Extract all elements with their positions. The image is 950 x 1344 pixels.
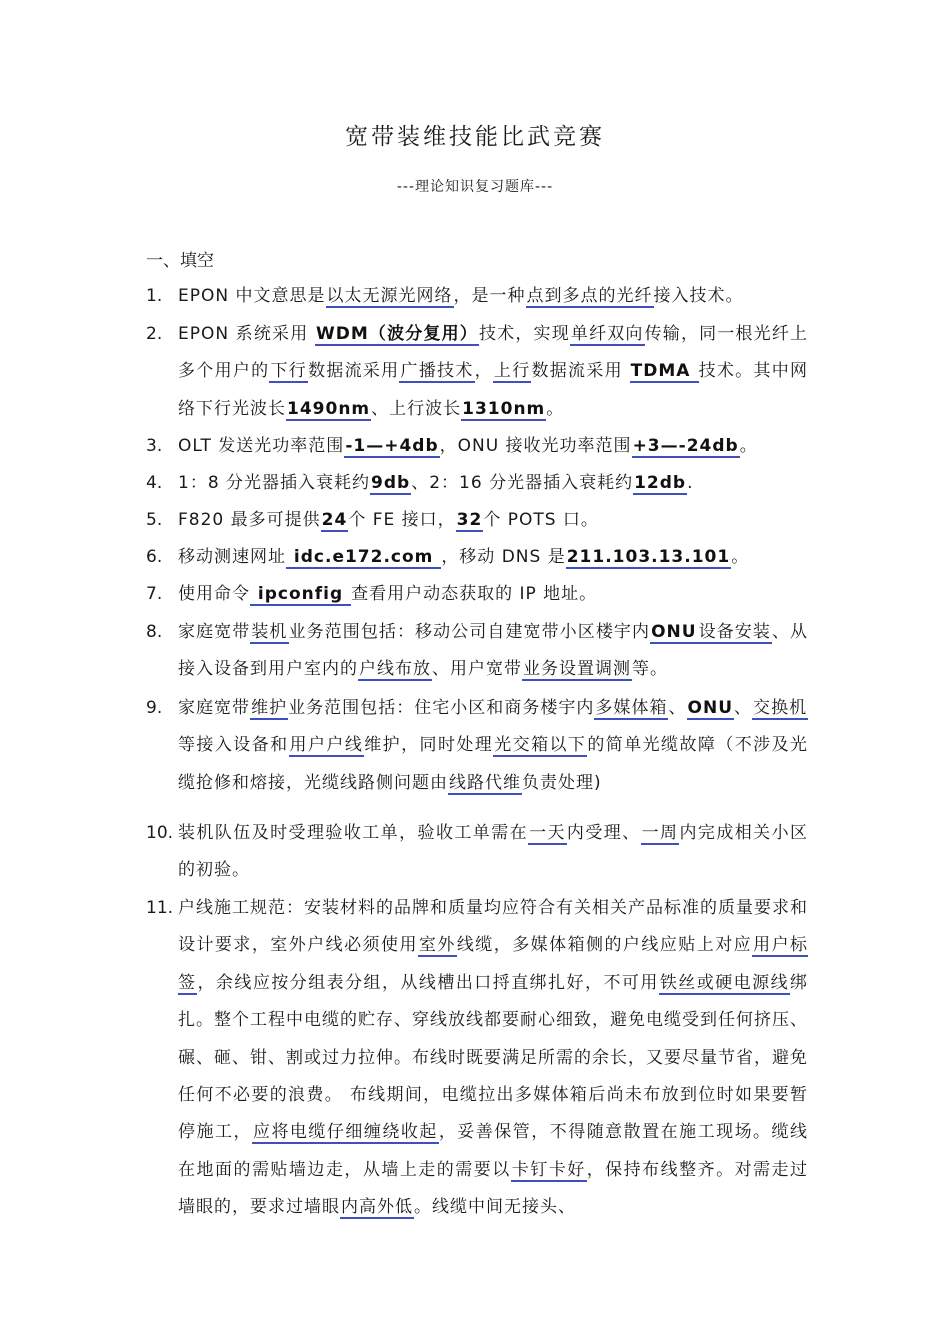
question-text-segment: 、 [668,698,687,718]
question-text-segment: 使用命令 [178,584,250,604]
answer-blank: 应将电缆仔细缠绕收起 [252,1122,438,1143]
question-text-segment: 。 [739,436,758,456]
answer-blank: 一天 [529,823,566,843]
answer-blank: 上行 [493,361,531,382]
question-text-segment: 数据流采用 [531,361,630,382]
answer-blank: 设备安装 [698,622,771,642]
answer-blank: 室外 [418,935,456,956]
question-text-segment: 户线施工规范：安装材料的品牌和质量均应符合有关相关产品标准的质量要求和设计要求，室外户线必须使用 [178,898,808,956]
question-number: 3. [146,436,163,456]
question-item [146,614,808,689]
question-number: 8. [146,622,163,642]
question-text-segment: 、上行波长 [371,398,462,419]
question-item [146,316,808,428]
question-item [146,576,808,613]
answer-blank: 1490nm [287,398,371,419]
question-text-segment: 等接入设备和 [178,735,289,756]
question-item [146,815,808,890]
question-text-segment: . [687,473,694,493]
question-text-segment: 技术，实现 [479,324,570,344]
answer-blank: -1—+4db [345,436,439,456]
question-text-segment: 。 [731,547,750,567]
question-text-segment: 绑扎。整个工程中电缆的贮存、穿线放线都要耐心细致，避免电缆受到任何挤压、碾、砸、钳、割或过力拉伸。布线时既要满足所需的余长，又要尽量节省，避免任何不必要的浪费。 布线期间，电缆拉出多媒体箱后尚未布放到位时如果要暂停施工， [178,972,809,1143]
answer-blank: 维护 [251,698,288,718]
question-text-segment: 业务范围包括：住宅小区和商务楼宇内 [288,698,595,718]
question-number: 5. [146,510,163,530]
answer-blank: 铁丝或硬电源线 [659,972,790,993]
answer-blank: 以太无源光网络 [326,286,453,306]
answer-blank: ipconfig [251,584,351,604]
question-text [178,576,808,613]
question-text-segment: 。 [546,398,565,419]
question-text-segment: 技术。其中网络下行光波长 [178,361,809,419]
question-number: 1. [146,286,163,306]
answer-blank: ONU [687,698,733,718]
question-text-segment: 个 POTS 口。 [483,510,599,530]
question-text-segment: 的简单光缆故障（不涉及光缆抢修和熔接，光缆线路侧问题由 [178,735,809,793]
question-text [178,890,808,1227]
document-subtitle: ---理论知识复习题库--- [396,179,554,195]
question-text [178,502,808,539]
question-text-segment: 数据流采用 [308,361,400,382]
question-text-segment: 家庭宽带 [178,622,251,642]
question-text-segment: 、从接入设备到用户室内的 [178,622,809,680]
question-item [146,890,808,1227]
question-text-segment: ，妥善保管，不得随意散置在施工现场。缆线在地面的需贴墙边走，从墙上走的需要以 [178,1122,809,1180]
question-text-segment: ，保持布线整齐。对需走过墙眼的，要求过墙眼 [178,1159,809,1218]
answer-blank: 装机 [251,622,288,642]
question-text-segment: 、用户宽带 [432,659,522,680]
question-text-segment: 、 [734,698,753,718]
question-item [146,690,808,802]
question-text-segment: ，移动 DNS 是 [441,547,566,567]
question-text-segment: 、2：16 分光器插入衰耗约 [411,473,634,493]
question-text-segment: ，余线应按分组表分组，从线槽出口捋直绑扎好，不可用 [197,972,659,993]
question-number: 10. [146,823,174,843]
question-item [146,278,808,315]
question-text-segment: 业务范围包括：移动公司自建宽带小区楼宇内 [288,622,651,642]
question-number: 2. [146,324,163,344]
question-text [178,428,808,465]
question-item [146,465,808,502]
question-text [178,539,808,576]
question-text-segment: 负责处理) [522,772,602,793]
question-text [178,614,808,689]
question-text-segment: 。线缆中间无接头、 [414,1197,576,1218]
question-text-segment: 等。 [632,659,668,680]
question-text-segment: 装机队伍及时受理验收工单，验收工单需在 [178,823,529,843]
answer-blank: 下行 [270,361,308,382]
question-text [178,815,808,890]
question-text-segment: EPON 系统采用 [178,324,315,344]
section-heading: 一、填空 [146,251,214,271]
question-item [146,428,808,465]
question-number: 11. [146,898,174,918]
answer-blank: 光交箱以下 [494,735,587,756]
answer-blank: 一周 [641,823,679,843]
answer-blank: 点到多点的光纤 [526,286,653,306]
answer-blank: ONU [651,622,697,642]
answer-blank: 211.103.13.101 [566,547,731,567]
question-number: 7. [146,584,163,604]
answer-blank: 24 [321,510,348,530]
question-text-segment: 家庭宽带 [178,698,251,718]
question-text-segment: EPON 中文意思是 [178,286,326,306]
answer-blank: 内高外低 [341,1197,413,1218]
answer-blank: 业务设置调测 [523,659,631,680]
question-text-segment: 1：8 分光器插入衰耗约 [178,473,371,493]
answer-blank: +3—-24db [632,436,739,456]
question-text [178,690,808,802]
question-text-segment: ，是一种 [453,286,526,306]
question-text-segment: 移动测速网址 [178,547,286,567]
question-text [178,316,808,428]
answer-blank: 用户户线 [289,735,364,756]
question-text-segment: 接入技术。 [653,286,744,306]
question-text-segment: ，ONU 接收光功率范围 [439,436,632,456]
answer-blank: 用户标签 [178,935,809,993]
question-text-segment: F820 最多可提供 [178,510,321,530]
answer-blank: 9db [371,473,411,493]
question-text [178,278,808,315]
answer-blank: 交换机 [753,698,808,718]
question-text-segment: 查看用户动态获取的 IP 地址。 [351,584,598,604]
answer-blank: 12db [634,473,687,493]
question-number: 6. [146,547,163,567]
answer-blank: idc.e172.com [287,547,441,567]
answer-blank: 卡钉卡好 [511,1159,586,1180]
question-number: 4. [146,473,163,493]
answer-blank: 广播技术 [400,361,474,382]
question-text-segment: 内完成相关小区的初验。 [178,823,809,881]
question-item [146,539,808,576]
answer-blank: WDM（波分复用） [315,324,478,344]
question-text-segment: 个 FE 接口， [348,510,456,530]
answer-blank: 1310nm [462,398,546,419]
question-text-segment: 内受理、 [566,823,641,843]
question-text-segment: 线缆，多媒体箱侧的户线应贴上对应 [456,935,753,956]
answer-blank: 户线布放 [359,659,431,680]
question-text [178,465,808,502]
answer-blank: 32 [456,510,483,530]
answer-blank: 线路代维 [449,772,521,793]
answer-blank: 单纤双向 [570,324,644,344]
question-text-segment: 维护，同时处理 [364,735,494,756]
question-text-segment: ， [474,361,493,382]
question-text-segment: OLT 发送光功率范围 [178,436,345,456]
answer-blank: 多媒体箱 [595,698,668,718]
document-title: 宽带装维技能比武竞赛 [345,124,605,150]
question-number: 9. [146,698,163,718]
question-text-segment: 传输，同一根光纤上多个用户的 [178,324,809,382]
question-item [146,502,808,539]
answer-blank: TDMA [630,361,698,382]
